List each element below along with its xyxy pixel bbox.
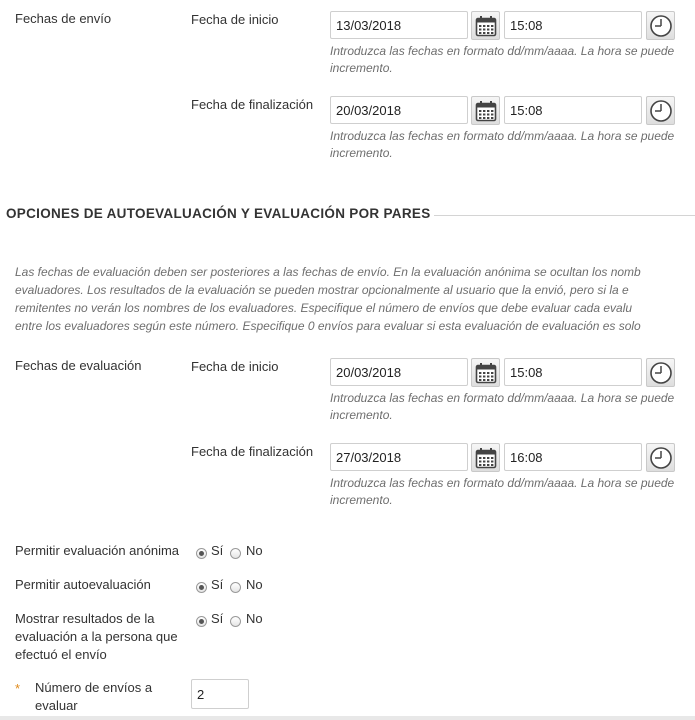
clock-button[interactable] [646, 443, 675, 472]
required-asterisk: * [15, 681, 21, 696]
date-format-hint-cont: incremento. [330, 493, 393, 507]
evaluation-end-date-input[interactable] [330, 443, 468, 471]
self-no-label: No [246, 577, 263, 592]
calendar-icon [475, 15, 497, 37]
anonymous-no-radio[interactable] [230, 548, 241, 559]
date-format-hint-cont: incremento. [330, 408, 393, 422]
clock-button[interactable] [646, 11, 675, 40]
date-format-hint: Introduzca las fechas en formato dd/mm/aaaa. La hora se puede [330, 44, 675, 58]
self-evaluation-label: Permitir autoevaluación [15, 577, 151, 592]
calendar-icon [475, 100, 497, 122]
self-yes-radio[interactable] [196, 582, 207, 593]
show-results-label-line2: evaluación a la persona que [15, 629, 178, 644]
calendar-icon [475, 362, 497, 384]
submission-start-date-input[interactable] [330, 11, 468, 39]
evaluation-start-time-input[interactable] [504, 358, 642, 386]
submission-end-date-input[interactable] [330, 96, 468, 124]
show-results-no-radio[interactable] [230, 616, 241, 627]
anonymous-evaluation-label: Permitir evaluación anónima [15, 543, 180, 558]
num-submissions-input[interactable] [191, 679, 249, 709]
submission-end-time-input[interactable] [504, 96, 642, 124]
anonymous-yes-radio[interactable] [196, 548, 207, 559]
show-results-label-line3: efectuó el envío [15, 647, 107, 662]
description-line: evaluadores. Los resultados de la evaluación se pueden mostrar opcionalmente al usuario que la envió, pero si la e [15, 283, 629, 297]
section-description [15, 263, 695, 335]
clock-button[interactable] [646, 358, 675, 387]
date-format-hint: Introduzca las fechas en formato dd/mm/aaaa. La hora se puede [330, 476, 675, 490]
clock-icon [649, 446, 673, 470]
clock-button[interactable] [646, 96, 675, 125]
date-format-hint-cont: incremento. [330, 61, 393, 75]
calendar-icon [475, 447, 497, 469]
clock-icon [649, 99, 673, 123]
clock-icon [649, 361, 673, 385]
show-results-no-label: No [246, 611, 263, 626]
self-no-radio[interactable] [230, 582, 241, 593]
submission-end-label: Fecha de finalización [191, 97, 314, 112]
self-yes-label: Sí [211, 577, 224, 592]
num-submissions-label: Número de envíos a [35, 680, 153, 695]
bottom-divider [0, 716, 695, 720]
evaluation-dates-label: Fechas de evaluación [15, 358, 142, 373]
description-line: remitentes no verán los nombres de los evaluadores. Especifique el número de envíos que debe evaluar cada evalu [15, 301, 633, 315]
calendar-button[interactable] [471, 11, 500, 40]
calendar-button[interactable] [471, 96, 500, 125]
date-format-hint: Introduzca las fechas en formato dd/mm/aaaa. La hora se puede [330, 391, 675, 405]
description-line: Las fechas de evaluación deben ser posteriores a las fechas de envío. En la evaluación anónima se ocultan los nomb [15, 265, 641, 279]
show-results-yes-radio[interactable] [196, 616, 207, 627]
section-title: OPCIONES DE AUTOEVALUACIÓN Y EVALUACIÓN POR PARES [6, 206, 431, 221]
show-results-label: Mostrar resultados de la [15, 611, 155, 626]
anonymous-no-label: No [246, 543, 263, 558]
calendar-button[interactable] [471, 443, 500, 472]
section-divider [434, 215, 695, 216]
evaluation-end-label: Fecha de finalización [191, 444, 314, 459]
show-results-yes-label: Sí [211, 611, 224, 626]
submission-start-label: Fecha de inicio [191, 12, 279, 27]
evaluation-start-label: Fecha de inicio [191, 359, 279, 374]
submission-dates-label: Fechas de envío [15, 11, 112, 26]
submission-start-time-input[interactable] [504, 11, 642, 39]
evaluation-end-time-input[interactable] [504, 443, 642, 471]
clock-icon [649, 14, 673, 38]
num-submissions-label-line2: evaluar [35, 698, 78, 713]
anonymous-yes-label: Sí [211, 543, 224, 558]
date-format-hint-cont: incremento. [330, 146, 393, 160]
date-format-hint: Introduzca las fechas en formato dd/mm/aaaa. La hora se puede [330, 129, 675, 143]
evaluation-start-date-input[interactable] [330, 358, 468, 386]
description-line: entre los evaluadores según este número. Especifique 0 envíos para evaluar si esta evaluación de evaluación es solo [15, 319, 641, 333]
calendar-button[interactable] [471, 358, 500, 387]
